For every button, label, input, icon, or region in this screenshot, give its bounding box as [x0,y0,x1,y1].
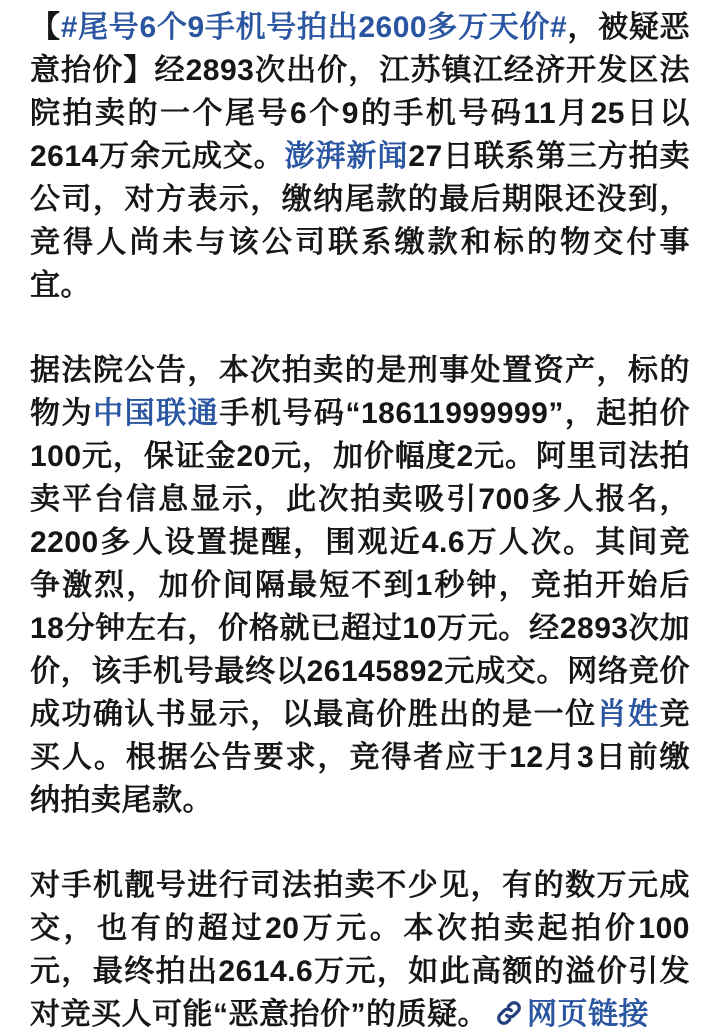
body-text: 手机号码“18611999999”，起拍价100元，保证金20元，加价幅度2元。阿里司法拍卖平台信息显示，此次拍卖吸引700多人报名，2200多人设置提醒，围观近4.6万人次。其间竞争激烈，加价间隔最短不到1秒钟，竞拍开始后18分钟左右，价格就已超过10万元。经2893次加价，该手机号最终以26145892元成交。网络竞价成功确认书显示，以最高价胜出的是一位 [30,397,691,731]
body-text: ，被疑恶意抬价】经2893次出价，江苏镇江经济开发区法院拍卖的一个尾号6个9的手机号码11月25日以2614万余元成交。 [30,11,691,173]
pengpai-news-link[interactable]: 澎湃新闻 [284,140,409,173]
webpage-link[interactable] [488,998,649,1031]
bracket-open: 【 [30,11,61,44]
paragraph [30,864,690,1036]
china-unicom-link[interactable]: 中国联通 [93,397,220,430]
body-text: 对手机靓号进行司法拍卖不少见，有的数万元成交，也有的超过20万元。本次拍卖起拍价100元，最终拍出2614.6万元，如此高额的溢价引发对竞买人可能“恶意抬价”的质疑。 [30,869,690,1031]
webpage-link-label: 网页链接 [527,998,649,1031]
paragraph [30,6,690,307]
body-text: 27日联系第三方拍卖公司，对方表示，缴纳尾款的最后期限还没到，竞得人尚未与该公司联系缴款和标的物交付事宜。 [30,140,690,302]
xiao-surname-link[interactable]: 肖姓 [596,698,660,731]
body-text: 竞买人。根据公告要求，竞得者应于12月3日前缴纳拍卖尾款。 [30,698,691,817]
body-text: 据法院公告，本次拍卖的是刑事处置资产，标的物为 [30,354,690,430]
hashtag-link[interactable]: #尾号6个9手机号拍出2600多万天价# [60,11,568,44]
link-icon [494,998,524,1028]
paragraph [30,349,690,822]
